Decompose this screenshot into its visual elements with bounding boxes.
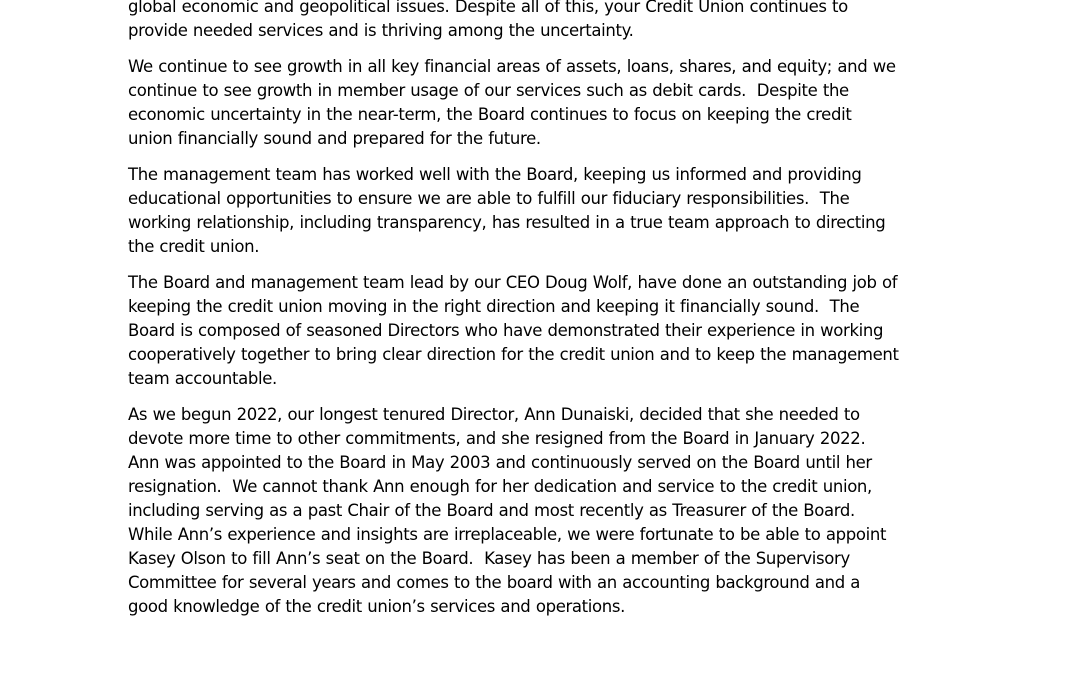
text-line: global economic and geopolitical issues. Despite all of this, your Credit Union continues to — [128, 0, 848, 16]
text-line: good knowledge of the credit union’s services and operations. — [128, 597, 626, 616]
text-line: keeping the credit union moving in the right direction and keeping it financially sound. The — [128, 297, 860, 316]
paragraph-intro-continued — [128, 0, 968, 43]
text-line: provide needed services and is thriving among the uncertainty. — [128, 21, 634, 40]
paragraph-growth — [128, 55, 968, 151]
text-line: Kasey Olson to fill Ann’s seat on the Board. Kasey has been a member of the Supervisory — [128, 549, 850, 568]
text-line: union financially sound and prepared for the future. — [128, 129, 541, 148]
text-line: The Board and management team lead by our CEO Doug Wolf, have done an outstanding job of — [128, 273, 898, 292]
text-line: devote more time to other commitments, and she resigned from the Board in January 2022. — [128, 429, 866, 448]
text-line: cooperatively together to bring clear direction for the credit union and to keep the management — [128, 345, 899, 364]
paragraph-management-team — [128, 163, 968, 259]
paragraph-director-change — [128, 403, 968, 619]
text-line: Board is composed of seasoned Directors who have demonstrated their experience in working — [128, 321, 884, 340]
document-body — [128, 0, 968, 631]
text-line: resignation. We cannot thank Ann enough for her dedication and service to the credit union, — [128, 477, 872, 496]
text-line: We continue to see growth in all key financial areas of assets, loans, shares, and equity; and we — [128, 57, 896, 76]
text-line: the credit union. — [128, 237, 260, 256]
text-line: Committee for several years and comes to the board with an accounting background and a — [128, 573, 861, 592]
text-line: As we begun 2022, our longest tenured Director, Ann Dunaiski, decided that she needed to — [128, 405, 860, 424]
text-line: working relationship, including transparency, has resulted in a true team approach to directing — [128, 213, 886, 232]
text-line: economic uncertainty in the near-term, the Board continues to focus on keeping the credit — [128, 105, 852, 124]
text-line: team accountable. — [128, 369, 277, 388]
text-line: Ann was appointed to the Board in May 2003 and continuously served on the Board until her — [128, 453, 872, 472]
text-line: continue to see growth in member usage of our services such as debit cards. Despite the — [128, 81, 849, 100]
paragraph-board-ceo — [128, 271, 968, 391]
text-line: While Ann’s experience and insights are irreplaceable, we were fortunate to be able to appoint — [128, 525, 887, 544]
text-line: including serving as a past Chair of the Board and most recently as Treasurer of the Board. — [128, 501, 855, 520]
text-line: educational opportunities to ensure we are able to fulfill our fiduciary responsibilities. The — [128, 189, 850, 208]
text-line: The management team has worked well with the Board, keeping us informed and providing — [128, 165, 862, 184]
